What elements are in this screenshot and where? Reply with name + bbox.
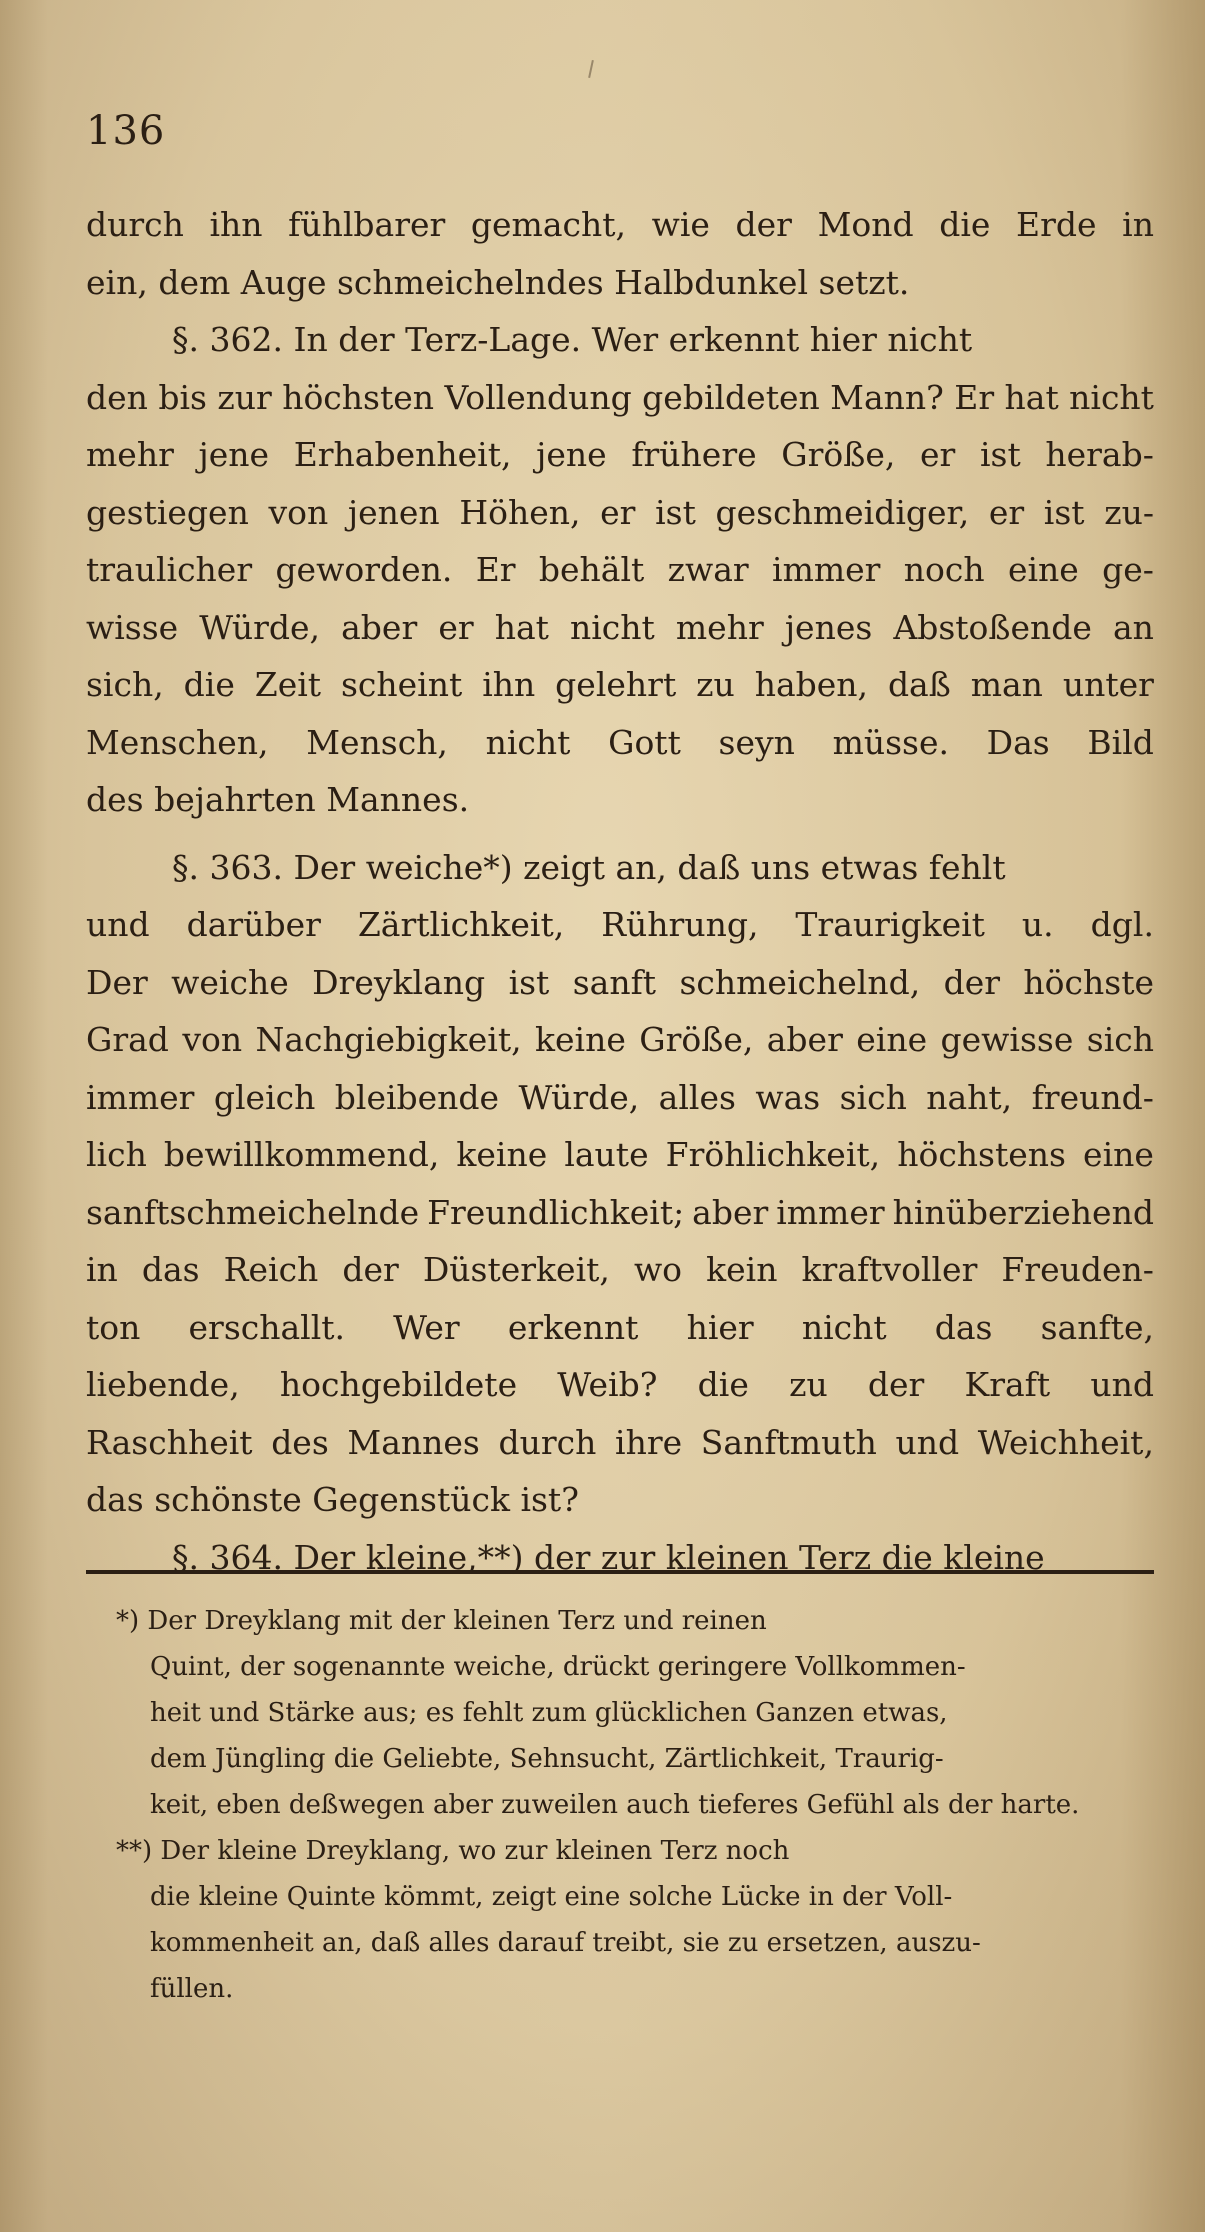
footnote-line: keit, eben deßwegen aber zuweilen auch tieferes Gefühl als der harte. [150, 1790, 1080, 1820]
paragraph-gap [86, 829, 1154, 839]
text-line: §. 362. In der Terz-Lage. Wer erkennt hier nicht [172, 320, 973, 359]
footnote-divider [86, 1570, 1154, 1574]
text-line: lich bewillkommend, keine laute Fröhlichkeit, höchstens eine [86, 1135, 1154, 1174]
text-line: und darüber Zärtlichkeit, Rührung, Traurigkeit u. dgl. [86, 905, 1154, 944]
footnote-line: die kleine Quinte kömmt, zeigt eine solche Lücke in der Voll- [150, 1882, 953, 1912]
footnote-line: füllen. [150, 1974, 234, 2004]
text-line: Menschen, Mensch, nicht Gott seyn müsse. Das Bild [86, 722, 1154, 762]
text-line: §. 364. Der kleine,**) der zur kleinen Terz die kleine [172, 1537, 1045, 1577]
text-line: mehr jene Erhabenheit, jene frühere Größe, er ist herab- [86, 435, 1154, 474]
footnote-line: dem Jüngling die Geliebte, Sehnsucht, Zärtlichkeit, Traurig- [150, 1744, 944, 1774]
text-line: ein, dem Auge schmeichelndes Halbdunkel setzt. [86, 262, 910, 302]
text-line: immer gleich bleibende Würde, alles was sich naht, freund- [86, 1077, 1154, 1117]
text-line: durch ihn fühlbarer gemacht, wie der Mond die Erde in [86, 205, 1154, 244]
page-number: 136 [86, 108, 166, 154]
footnote-line: Quint, der sogenannte weiche, drückt geringere Vollkommen- [150, 1652, 966, 1682]
footnote-line: **) Der kleine Dreyklang, wo zur kleinen Terz noch [116, 1836, 790, 1866]
text-line: in das Reich der Düsterkeit, wo kein kraftvoller Freuden- [86, 1250, 1154, 1289]
text-line: des bejahrten Mannes. [86, 780, 470, 819]
text-line: §. 363. Der weiche*) zeigt an, daß uns etwas fehlt [172, 847, 1006, 887]
footnote-line: heit und Stärke aus; es fehlt zum glücklichen Ganzen etwas, [150, 1698, 948, 1728]
body-text [86, 196, 1154, 1586]
ink-mark [588, 60, 594, 78]
text-line: sich, die Zeit scheint ihn gelehrt zu haben, daß man unter [86, 665, 1154, 704]
text-line: Der weiche Dreyklang ist sanft schmeichelnd, der höchste [86, 962, 1154, 1002]
text-line: sanftschmeichelnde Freundlichkeit; aber immer hinüberziehend [86, 1192, 1154, 1232]
text-line: ton erschallt. Wer erkennt hier nicht das sanfte, [86, 1307, 1154, 1347]
text-line: gestiegen von jenen Höhen, er ist geschmeidiger, er ist zu- [86, 492, 1154, 532]
text-line: das schönste Gegenstück ist? [86, 1480, 579, 1519]
text-line: Grad von Nachgiebigkeit, keine Größe, aber eine gewisse sich [86, 1020, 1154, 1059]
footnote-line: *) Der Dreyklang mit der kleinen Terz und reinen [116, 1606, 767, 1636]
footnotes [116, 1598, 1156, 2012]
text-line: den bis zur höchsten Vollendung gebildeten Mann? Er hat nicht [86, 377, 1154, 417]
text-line: liebende, hochgebildete Weib? die zu der Kraft und [86, 1365, 1154, 1404]
text-line: wisse Würde, aber er hat nicht mehr jenes Abstoßende an [86, 607, 1154, 647]
text-line: traulicher geworden. Er behält zwar immer noch eine ge- [86, 550, 1154, 589]
text-line: Raschheit des Mannes durch ihre Sanftmuth und Weichheit, [86, 1422, 1154, 1462]
footnote-line: kommenheit an, daß alles darauf treibt, sie zu ersetzen, auszu- [150, 1928, 981, 1958]
